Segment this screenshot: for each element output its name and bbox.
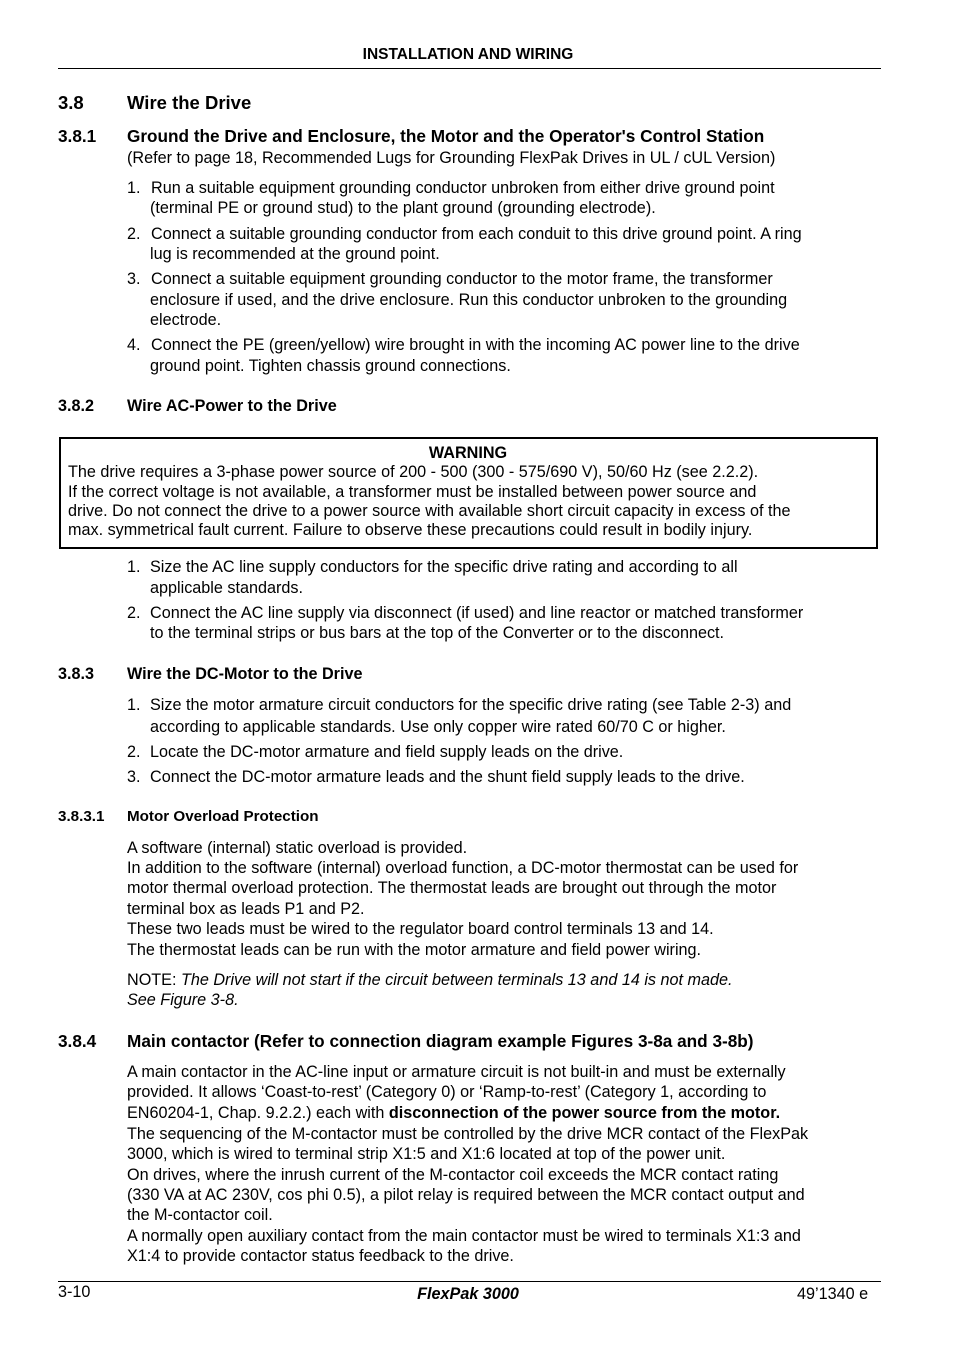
- warning-line: drive. Do not connect the drive to a power source with available short circuit capacity in excess of the: [68, 502, 791, 520]
- paragraph-line: In addition to the software (internal) overload function, a DC-motor thermostat can be used for: [127, 859, 799, 877]
- paragraph-line: (330 VA at AC 230V, cos phi 0.5), a pilot relay is required between the MCR contact output and: [127, 1186, 805, 1204]
- list-item-line: enclosure if used, and the drive enclosure. Run this conductor unbroken to the grounding: [150, 291, 788, 309]
- paragraph-line: provided. It allows ‘Coast-to-rest’ (Category 0) or ‘Ramp-to-rest’ (Category 1, according to: [127, 1083, 767, 1101]
- footer-rule: [58, 1281, 881, 1282]
- paragraph-text: EN60204-1, Chap. 9.2.2.) each with: [127, 1104, 389, 1122]
- paragraph-line: The thermostat leads can be run with the motor armature and field power wiring.: [127, 941, 702, 959]
- warning-title: WARNING: [428, 444, 508, 462]
- page-number: 3-10: [58, 1283, 91, 1301]
- list-item-line: Connect the DC-motor armature leads and the shunt field supply leads to the drive.: [150, 768, 745, 786]
- note-label: NOTE:: [127, 971, 177, 989]
- list-item-line: electrode.: [150, 311, 222, 329]
- list-number: 4.: [127, 336, 141, 354]
- paragraph-line: These two leads must be wired to the regulator board control terminals 13 and 14.: [127, 920, 714, 938]
- subsection-title: Main contactor (Refer to connection diagram example Figures 3-8a and 3-8b): [127, 1031, 754, 1051]
- running-header: INSTALLATION AND WIRING: [362, 46, 574, 63]
- subsection-number: 3.8.4: [58, 1031, 97, 1051]
- paragraph-line: X1:4 to provide contactor status feedback to the drive.: [127, 1247, 514, 1265]
- list-number: 3.: [127, 768, 141, 786]
- warning-line: The drive requires a 3-phase power source of 200 - 500 (300 - 575/690 V), 50/60 Hz (see 2.2.2).: [68, 463, 759, 481]
- list-item-line: Connect the AC line supply via disconnect (if used) and line reactor or matched transformer: [150, 604, 804, 622]
- subsection-title: Wire AC-Power to the Drive: [127, 397, 337, 415]
- list-item-line: Connect a suitable grounding conductor from each conduit to this drive ground point. A ring: [151, 225, 802, 243]
- emphasis-text: disconnection of the power source from the motor.: [388, 1104, 781, 1122]
- product-name: FlexPak 3000: [417, 1285, 519, 1303]
- note-text: The Drive will not start if the circuit between terminals 13 and 14 is not made.: [180, 971, 733, 989]
- paragraph-line: A software (internal) static overload is provided.: [127, 839, 468, 857]
- list-number: 2.: [127, 225, 141, 243]
- list-number: 1.: [127, 558, 141, 576]
- list-item-line: lug is recommended at the ground point.: [150, 245, 440, 263]
- list-number: 3.: [127, 270, 141, 288]
- paragraph-line: [127, 1103, 780, 1124]
- list-item-line: (terminal PE or ground stud) to the plant ground (grounding electrode).: [150, 199, 656, 217]
- paragraph-line: the M-contactor coil.: [127, 1206, 273, 1224]
- list-item-line: Locate the DC-motor armature and field supply leads on the drive.: [150, 743, 624, 761]
- paragraph-line: A normally open auxiliary contact from the main contactor must be wired to terminals X1:3 and: [127, 1227, 801, 1245]
- document-number: 49’1340 e: [797, 1285, 869, 1303]
- warning-line: If the correct voltage is not available, a transformer must be installed between power source and: [68, 483, 757, 501]
- paragraph-line: The sequencing of the M-contactor must be controlled by the drive MCR contact of the FlexPak: [127, 1125, 809, 1143]
- list-item-line: according to applicable standards. Use only copper wire rated 60/70 C or higher.: [150, 718, 726, 736]
- paragraph-line: 3000, which is wired to terminal strip X1:5 and X1:6 located at top of the power unit.: [127, 1145, 726, 1163]
- subsubsection-title: Motor Overload Protection: [127, 808, 319, 825]
- section-number: 3.8: [58, 92, 84, 113]
- paragraph-line: terminal box as leads P1 and P2.: [127, 900, 365, 918]
- subsection-number: 3.8.2: [58, 397, 95, 415]
- list-number: 2.: [127, 743, 141, 761]
- list-item-line: Size the motor armature circuit conductors for the specific drive rating (see Table 2-3) and: [150, 696, 792, 714]
- list-number: 1.: [127, 696, 141, 714]
- list-item-line: Size the AC line supply conductors for the specific drive rating and according to all: [150, 558, 738, 576]
- list-item-line: ground point. Tighten chassis ground connections.: [150, 357, 511, 375]
- list-number: 1.: [127, 179, 141, 197]
- header-rule: [58, 68, 881, 69]
- subsection-title: Wire the DC-Motor to the Drive: [127, 665, 363, 683]
- subsection-number: 3.8.1: [58, 126, 97, 146]
- note-line: [127, 970, 733, 991]
- reference-note: (Refer to page 18, Recommended Lugs for Grounding FlexPak Drives in UL / cUL Version): [127, 149, 776, 167]
- paragraph-line: A main contactor in the AC-line input or armature circuit is not built-in and must be externally: [127, 1063, 786, 1081]
- note-line: See Figure 3-8.: [127, 991, 239, 1009]
- list-item-line: to the terminal strips or bus bars at the top of the Converter or to the disconnect.: [150, 624, 725, 642]
- section-title: Wire the Drive: [127, 92, 252, 113]
- list-item-line: Connect the PE (green/yellow) wire brought in with the incoming AC power line to the drive: [151, 336, 800, 354]
- list-item-line: Run a suitable equipment grounding conductor unbroken from either drive ground point: [151, 179, 775, 197]
- warning-line: max. symmetrical fault current. Failure to observe these precautions could result in bodily injury.: [68, 521, 753, 539]
- list-number: 2.: [127, 604, 141, 622]
- subsubsection-number: 3.8.3.1: [58, 808, 105, 825]
- list-item-line: applicable standards.: [150, 579, 303, 597]
- paragraph-line: motor thermal overload protection. The thermostat leads are brought out through the motor: [127, 879, 777, 897]
- subsection-title: Ground the Drive and Enclosure, the Motor and the Operator's Control Station: [127, 126, 765, 146]
- paragraph-line: On drives, where the inrush current of the M-contactor coil exceeds the MCR contact rating: [127, 1166, 779, 1184]
- subsection-number: 3.8.3: [58, 665, 95, 683]
- list-item-line: Connect a suitable equipment grounding conductor to the motor frame, the transformer: [151, 270, 773, 288]
